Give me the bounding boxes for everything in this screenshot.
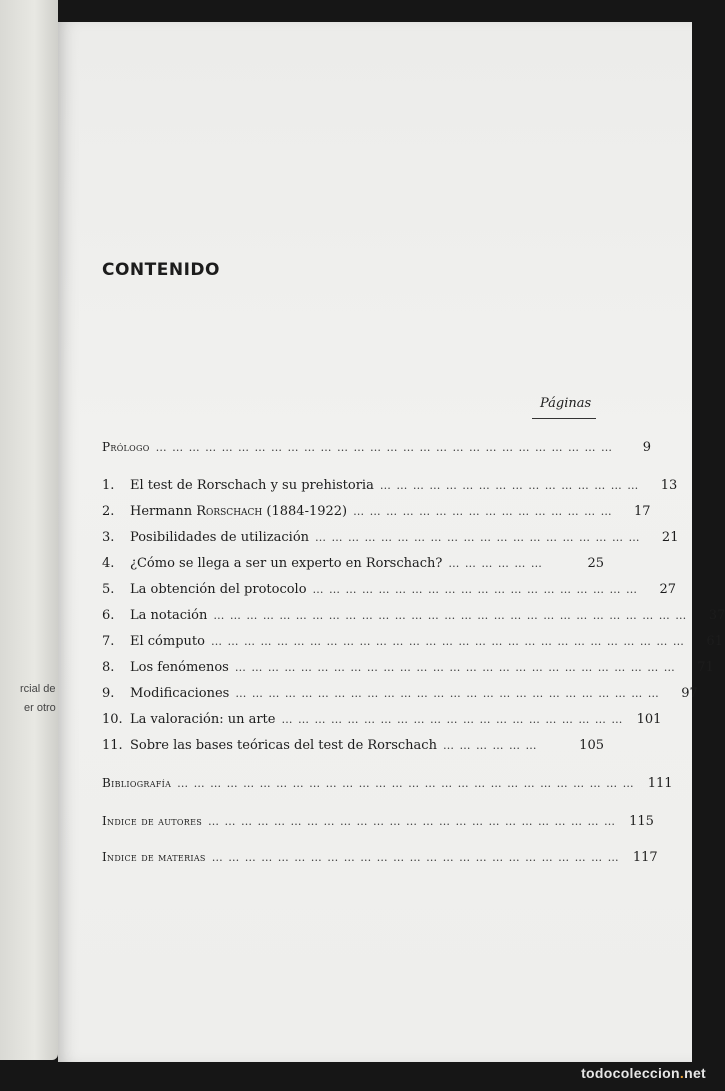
toc-entry-title: ¿Cómo se llega a ser un experto en Rorschach? xyxy=(130,556,443,571)
toc-entry-number: 8. xyxy=(102,660,115,675)
toc-entry xyxy=(102,686,698,706)
toc-entry-title: Posibilidades de utilización xyxy=(130,530,310,545)
toc-entry-page: 111 xyxy=(647,776,673,791)
dot-leader: … … … … … … … … … … … … … … … … … … … … xyxy=(312,583,638,596)
title-part: Hermann xyxy=(130,504,197,519)
dot-leader: … … … … … … … … … … … … … … … … … … … … xyxy=(315,531,641,544)
toc-entry xyxy=(102,440,651,460)
toc-entry-number: 2. xyxy=(102,504,115,519)
dot-leader: … … … … … … … … … … … … … … … … … … … … … … … … … … xyxy=(235,687,660,700)
toc-entry-title: Modificaciones xyxy=(130,686,230,701)
toc-entry-number: 9. xyxy=(102,686,115,701)
toc-entry-page: 71 xyxy=(697,660,714,675)
toc-entry-page: 13 xyxy=(660,478,678,493)
title-part-small-caps: Rorschach xyxy=(196,504,263,519)
toc-entry xyxy=(102,660,714,680)
toc-entry xyxy=(102,608,725,628)
toc-entry-page: 105 xyxy=(579,738,604,753)
toc-entry-page: 97 xyxy=(681,686,698,701)
toc-entry-number: 4. xyxy=(102,556,115,571)
toc-entry-number: 11. xyxy=(102,738,123,753)
toc-entry xyxy=(102,712,662,732)
toc-entry-number: 10. xyxy=(102,712,123,727)
watermark xyxy=(581,1065,706,1081)
contents-heading: CONTENIDO xyxy=(102,260,220,280)
toc-entry-page: 17 xyxy=(634,504,651,519)
toc-entry xyxy=(102,504,651,524)
dot-leader: … … … … … … … … … … … … … … … … … … … … … … … … … xyxy=(208,815,616,828)
toc-entry-number: 3. xyxy=(102,530,115,545)
toc-entry-title: La valoración: un arte xyxy=(130,712,276,727)
toc-entry xyxy=(102,776,673,796)
dot-leader: … … … … … … … … … … … … … … … … … … … … … … … … … … … … … xyxy=(213,609,688,622)
toc-entry-page: 25 xyxy=(587,556,604,571)
dot-leader: … … … … … … … … … … … … … … … … … … … … … … … … … … … … xyxy=(177,777,635,790)
toc-entry-page: 101 xyxy=(636,712,662,727)
toc-entry-number: 5. xyxy=(102,582,115,597)
left-page-edge xyxy=(0,0,58,1060)
toc-entry-page: 37 xyxy=(708,608,725,623)
watermark-text: net xyxy=(684,1065,706,1081)
toc-entry xyxy=(102,556,604,576)
toc-entry-title: Los fenómenos xyxy=(130,660,229,675)
toc-entry-page: 9 xyxy=(642,440,651,455)
toc-entry xyxy=(102,634,723,654)
pages-column-label: Páginas xyxy=(540,396,592,411)
dot-leader: … … … … … … xyxy=(442,739,538,752)
toc-entry-number: 6. xyxy=(102,608,115,623)
toc-entry-number: 1. xyxy=(102,478,115,493)
book-page xyxy=(58,22,725,1062)
toc-entry-page: 61 xyxy=(706,634,723,649)
dot-leader: … … … … … … … … … … … … … … … … … … … … … … … … … … … … … xyxy=(210,635,685,648)
toc-entry xyxy=(102,850,658,870)
dot-leader: … … … … … … xyxy=(448,557,543,570)
left-page-text: er otro xyxy=(24,702,56,714)
dot-leader: … … … … … … … … … … … … … … … … … … … … … … … … … xyxy=(211,851,620,864)
toc-entry xyxy=(102,530,679,550)
pages-label-rule xyxy=(532,418,596,419)
toc-entry-page: 117 xyxy=(632,850,658,865)
toc-entry-page: 115 xyxy=(629,814,654,829)
dot-leader: … … … … … … … … … … … … … … … … … … … … … xyxy=(281,713,624,726)
toc-entry-number: 7. xyxy=(102,634,115,649)
toc-entry-title: Bibliografía xyxy=(102,776,172,790)
dot-leader: … … … … … … … … … … … … … … … … xyxy=(379,479,640,492)
toc-entry-page: 21 xyxy=(661,530,679,545)
left-page-text: rcial de xyxy=(20,683,56,695)
toc-entry-title: Indice de materias xyxy=(102,850,206,864)
toc-entry-title: El cómputo xyxy=(130,634,205,649)
toc-entry xyxy=(102,478,678,498)
toc-entry-title: Sobre las bases teóricas del test de Rorschach xyxy=(130,738,437,753)
toc-entry-title: La notación xyxy=(130,608,208,623)
toc-entry-title: El test de Rorschach y su prehistoria xyxy=(130,478,374,493)
toc-entry-title: La obtención del protocolo xyxy=(130,582,307,597)
toc-entry-title: Indice de autores xyxy=(102,814,203,828)
title-part: (1884-1922) xyxy=(262,504,348,519)
watermark-dot: . xyxy=(679,1065,685,1081)
dot-leader: … … … … … … … … … … … … … … … … xyxy=(353,505,613,518)
toc-entry-title: Prólogo xyxy=(102,440,150,454)
watermark-text: todocoleccion xyxy=(581,1065,680,1081)
toc-entry-page: 27 xyxy=(659,582,676,597)
toc-entry xyxy=(102,814,654,834)
dot-leader: … … … … … … … … … … … … … … … … … … … … … … … … … … … … xyxy=(155,441,613,454)
dot-leader: … … … … … … … … … … … … … … … … … … … … … … … … … … … xyxy=(234,661,676,674)
toc-entry xyxy=(102,738,604,758)
toc-entry-title xyxy=(130,504,347,519)
toc-entry xyxy=(102,582,676,602)
